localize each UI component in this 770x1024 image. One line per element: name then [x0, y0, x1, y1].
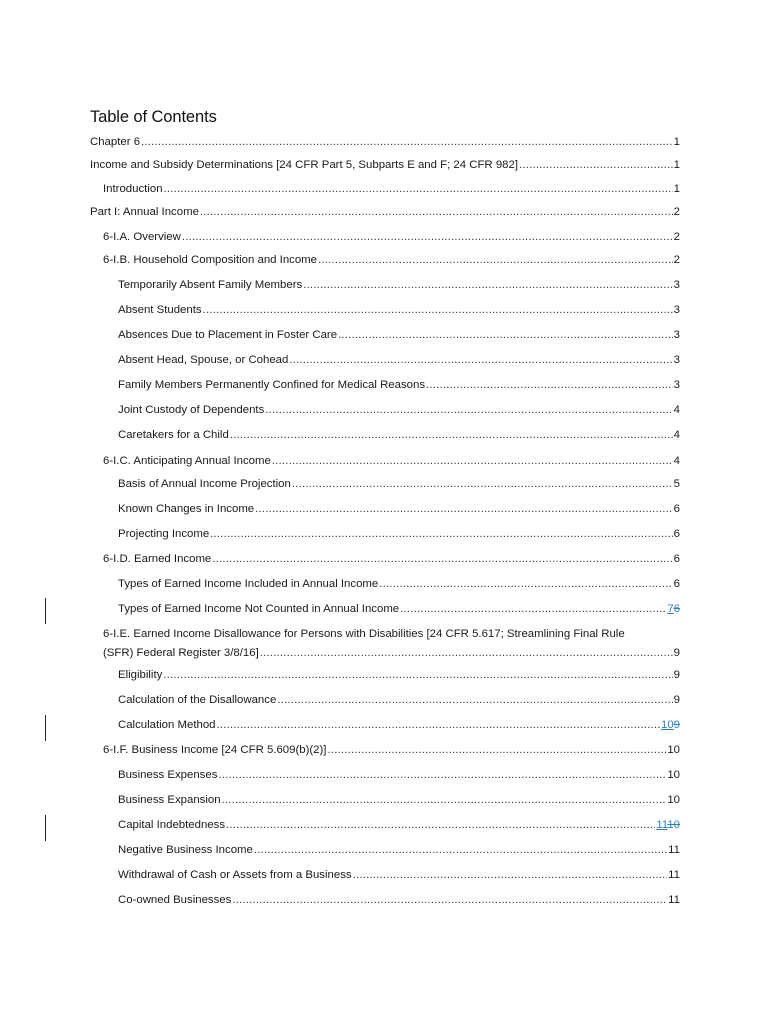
toc-entry-label: Absences Due to Placement in Foster Care [118, 329, 338, 341]
toc-entry-label: Projecting Income [118, 528, 210, 540]
toc-page-number: 2 [673, 231, 680, 243]
revised-page-number: 10 [660, 719, 674, 731]
dot-leader [212, 552, 672, 567]
dot-leader [318, 253, 673, 268]
dot-leader [338, 328, 673, 343]
toc-entry-label: Negative Business Income [118, 844, 253, 856]
toc-entry-introduction[interactable] [90, 182, 680, 197]
toc-page-number: 3 [673, 304, 680, 316]
toc-page-number: 4 [673, 455, 680, 467]
toc-page-number [661, 718, 680, 733]
toc-page-number: 3 [673, 379, 680, 391]
toc-page-number: 11 [668, 869, 680, 881]
toc-page-number: 1 [673, 136, 680, 148]
dot-leader [163, 668, 672, 683]
change-bar [45, 598, 46, 624]
toc-entry-label: Types of Earned Income Not Counted in Annual Income [118, 603, 400, 615]
toc-title: Table of Contents [90, 108, 217, 126]
toc-entry-label: Business Expenses [118, 769, 218, 781]
toc-entry-eligibility[interactable] [90, 668, 680, 683]
toc-page-number: 9 [673, 694, 680, 706]
toc-entry-negative-business[interactable] [90, 843, 680, 858]
toc-page-number [667, 602, 680, 617]
toc-entry-temporarily-absent[interactable] [90, 278, 680, 293]
dot-leader [164, 182, 673, 197]
toc-page-number: 10 [667, 744, 680, 756]
dot-leader [232, 893, 667, 908]
toc-page-number: 5 [673, 478, 680, 490]
dot-leader [292, 477, 673, 492]
toc-entry-calc-disallowance[interactable] [90, 693, 680, 708]
toc-entry-label: Introduction [103, 183, 163, 195]
toc-entry-known-changes[interactable] [90, 502, 680, 517]
toc-page-number: 3 [673, 279, 680, 291]
toc-page-number: 1 [673, 159, 680, 171]
dot-leader [203, 303, 673, 318]
deleted-page-number: 10 [667, 819, 680, 831]
toc-entry-label: Absent Students [118, 304, 202, 316]
change-bar [45, 715, 46, 741]
dot-leader [400, 602, 666, 617]
toc-entry-calc-method[interactable] [90, 718, 680, 733]
deleted-page-number: 9 [673, 719, 680, 731]
dot-leader [254, 843, 667, 858]
toc-entry-part-i[interactable] [90, 205, 680, 220]
toc-entry-6-ie[interactable] [90, 627, 680, 661]
toc-entry-label: Chapter 6 [90, 136, 141, 148]
toc-entry-6-id[interactable] [90, 552, 680, 567]
toc-entry-projecting-income[interactable] [90, 527, 680, 542]
toc-page-number [656, 818, 680, 833]
toc-entry-income-subsidy[interactable] [90, 158, 680, 173]
dot-leader [217, 718, 660, 733]
toc-entry-business-expenses[interactable] [90, 768, 680, 783]
toc-page-number: 4 [673, 404, 680, 416]
toc-page-number: 10 [667, 769, 680, 781]
toc-entry-chapter-6[interactable] [90, 135, 680, 150]
toc-page-number: 4 [673, 429, 680, 441]
deleted-page-number: 6 [673, 603, 680, 615]
change-bar [45, 815, 46, 841]
dot-leader [426, 378, 673, 393]
dot-leader [272, 454, 673, 469]
toc-entry-joint-custody[interactable] [90, 403, 680, 418]
toc-entry-label: 6-I.A. Overview [103, 231, 181, 243]
toc-page-number: 11 [668, 844, 680, 856]
dot-leader [379, 577, 672, 592]
dot-leader [303, 278, 672, 293]
toc-page-number: 9 [673, 647, 680, 659]
toc-entry-label-continued: (SFR) Federal Register 3/8/16] [103, 647, 259, 659]
toc-entry-label: Caretakers for a Child [118, 429, 229, 441]
toc-entry-absent-students[interactable] [90, 303, 680, 318]
toc-entry-label: Joint Custody of Dependents [118, 404, 265, 416]
dot-leader [200, 205, 673, 220]
toc-entry-label: Eligibility [118, 669, 163, 681]
toc-entry-6-ia[interactable] [90, 230, 680, 245]
toc-entry-label: Business Expansion [118, 794, 221, 806]
toc-page-number: 1 [673, 183, 680, 195]
toc-entry-business-expansion[interactable] [90, 793, 680, 808]
toc-entry-co-owned[interactable] [90, 893, 680, 908]
dot-leader [210, 527, 672, 542]
revised-page-number: 7 [667, 603, 674, 615]
dot-leader [327, 743, 666, 758]
revised-page-number: 11 [656, 819, 668, 831]
toc-entry-basis-projection[interactable] [90, 477, 680, 492]
toc-entry-label: Income and Subsidy Determinations [24 CFR Part 5, Subparts E and F; 24 CFR 982] [90, 159, 518, 171]
dot-leader [519, 158, 673, 173]
toc-entry-capital-indebtedness[interactable] [90, 818, 680, 833]
toc-entry-label: Co-owned Businesses [118, 894, 232, 906]
toc-entry-6-ib[interactable] [90, 253, 680, 268]
dot-leader [141, 135, 673, 150]
toc-page-number: 3 [673, 329, 680, 341]
toc-page-number: 3 [673, 354, 680, 366]
dot-leader [255, 502, 673, 517]
toc-entry-absent-head[interactable] [90, 353, 680, 368]
toc-entry-label: Family Members Permanently Confined for Medical Reasons [118, 379, 426, 391]
toc-entry-label: Known Changes in Income [118, 503, 255, 515]
dot-leader [226, 818, 655, 833]
toc-entry-label: 6-I.C. Anticipating Annual Income [103, 455, 271, 467]
toc-page-number: 6 [673, 578, 680, 590]
toc-entry-withdrawal-cash[interactable] [90, 868, 680, 883]
toc-entry-label: Temporarily Absent Family Members [118, 279, 303, 291]
toc-page-number: 10 [667, 794, 680, 806]
toc-entry-label: 6-I.D. Earned Income [103, 553, 212, 565]
dot-leader [353, 868, 668, 883]
dot-leader [218, 768, 666, 783]
toc-entry-label: Withdrawal of Cash or Assets from a Business [118, 869, 352, 881]
toc-entry-label: Types of Earned Income Included in Annual Income [118, 578, 379, 590]
toc-page-number: 6 [673, 503, 680, 515]
toc-entry-earned-not-counted[interactable] [90, 602, 680, 617]
toc-entry-earned-included[interactable] [90, 577, 680, 592]
toc-page-number: 2 [673, 206, 680, 218]
toc-page-number: 9 [673, 669, 680, 681]
dot-leader [265, 403, 672, 418]
dot-leader [182, 230, 673, 245]
toc-entry-6-ic[interactable] [90, 454, 680, 469]
dot-leader [260, 646, 673, 661]
toc-entry-label: Absent Head, Spouse, or Cohead [118, 354, 289, 366]
toc-entry-label: Basis of Annual Income Projection [118, 478, 291, 490]
toc-entry-label: Calculation of the Disallowance [118, 694, 277, 706]
toc-page-number: 11 [668, 894, 680, 906]
toc-entry-label: 6-I.B. Household Composition and Income [103, 254, 318, 266]
dot-leader [289, 353, 672, 368]
toc-entry-label: Calculation Method [118, 719, 216, 731]
toc-page-number: 6 [673, 553, 680, 565]
toc-entry-label: 6-I.F. Business Income [24 CFR 5.609(b)(2)] [103, 744, 327, 756]
toc-entry-permanently-confined[interactable] [90, 378, 680, 393]
dot-leader [230, 428, 673, 443]
dot-leader [277, 693, 672, 708]
toc-entry-label: Part I: Annual Income [90, 206, 199, 218]
dot-leader [222, 793, 667, 808]
toc-page-number: 6 [673, 528, 680, 540]
toc-entry-label: 6-I.E. Earned Income Disallowance for Persons with Disabilities [24 CFR 5.617; Streamlining Final Rule [103, 628, 625, 640]
toc-entry-6-if[interactable] [90, 743, 680, 758]
toc-entry-caretakers[interactable] [90, 428, 680, 443]
toc-entry-foster-care[interactable] [90, 328, 680, 343]
toc-page-number: 2 [673, 254, 680, 266]
toc-entry-label: Capital Indebtedness [118, 819, 226, 831]
